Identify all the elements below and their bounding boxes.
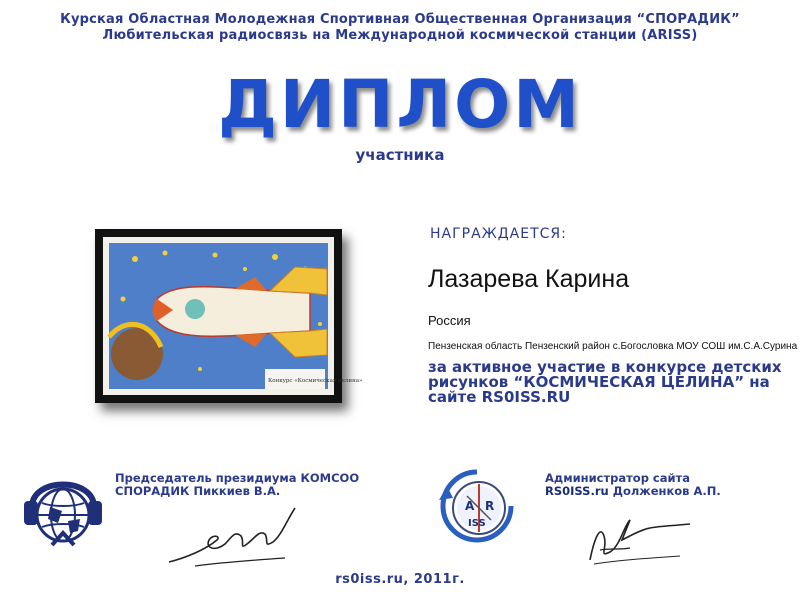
- ariss-logo-icon: [437, 466, 521, 550]
- award-reason: за активное участие в конкурсе детских рисунков “КОСМИЧЕСКАЯ ЦЕЛИНА” на сайте RS0ISS.RU: [428, 358, 782, 406]
- admin-title: Администратор сайта: [545, 471, 690, 485]
- diploma-title: ДИПЛОМ: [218, 66, 582, 143]
- admin-site-name: RS0ISS.ru: [545, 484, 609, 498]
- drawing-caption: Конкурс «Космическая целина»: [268, 378, 363, 384]
- ariss-letter-a: A: [465, 499, 475, 513]
- footer-site-year: rs0iss.ru, 2011г.: [335, 572, 465, 587]
- recipient-name: Лазарева Карина: [428, 265, 630, 293]
- sporadik-globe-icon: [22, 463, 104, 555]
- chairman-title: Председатель президиума КОМСОО: [115, 471, 360, 485]
- chairman-signature-icon: [165, 500, 305, 574]
- drawing-photo-frame: [95, 229, 363, 403]
- recipient-address: Пензенская область Пензенский район с.Богословка МОУ СОШ им.С.А.Сурина: [428, 341, 798, 352]
- admin-signature-icon: [580, 500, 700, 574]
- admin-name-line: [545, 485, 785, 498]
- recipient-country: Россия: [428, 313, 471, 328]
- chairman-block: [115, 472, 395, 498]
- rocket-drawing-image: [95, 229, 363, 403]
- ariss-letter-r: R: [485, 499, 495, 513]
- organization-name: Курская Областная Молодежная Спортивная Общественная Организация “СПОРАДИК”: [60, 12, 740, 27]
- ariss-letters-iss: ISS: [468, 518, 486, 529]
- awarded-label: НАГРАЖДАЕТСЯ:: [430, 226, 567, 242]
- admin-block: [545, 472, 785, 498]
- chairman-name: СПОРАДИК Пиккиев В.А.: [115, 484, 281, 498]
- diploma-subtitle: участника: [355, 146, 445, 164]
- organization-subtitle: Любительская радиосвязь на Международной космической станции (ARISS): [102, 28, 698, 43]
- admin-name: Долженков А.П.: [612, 484, 721, 498]
